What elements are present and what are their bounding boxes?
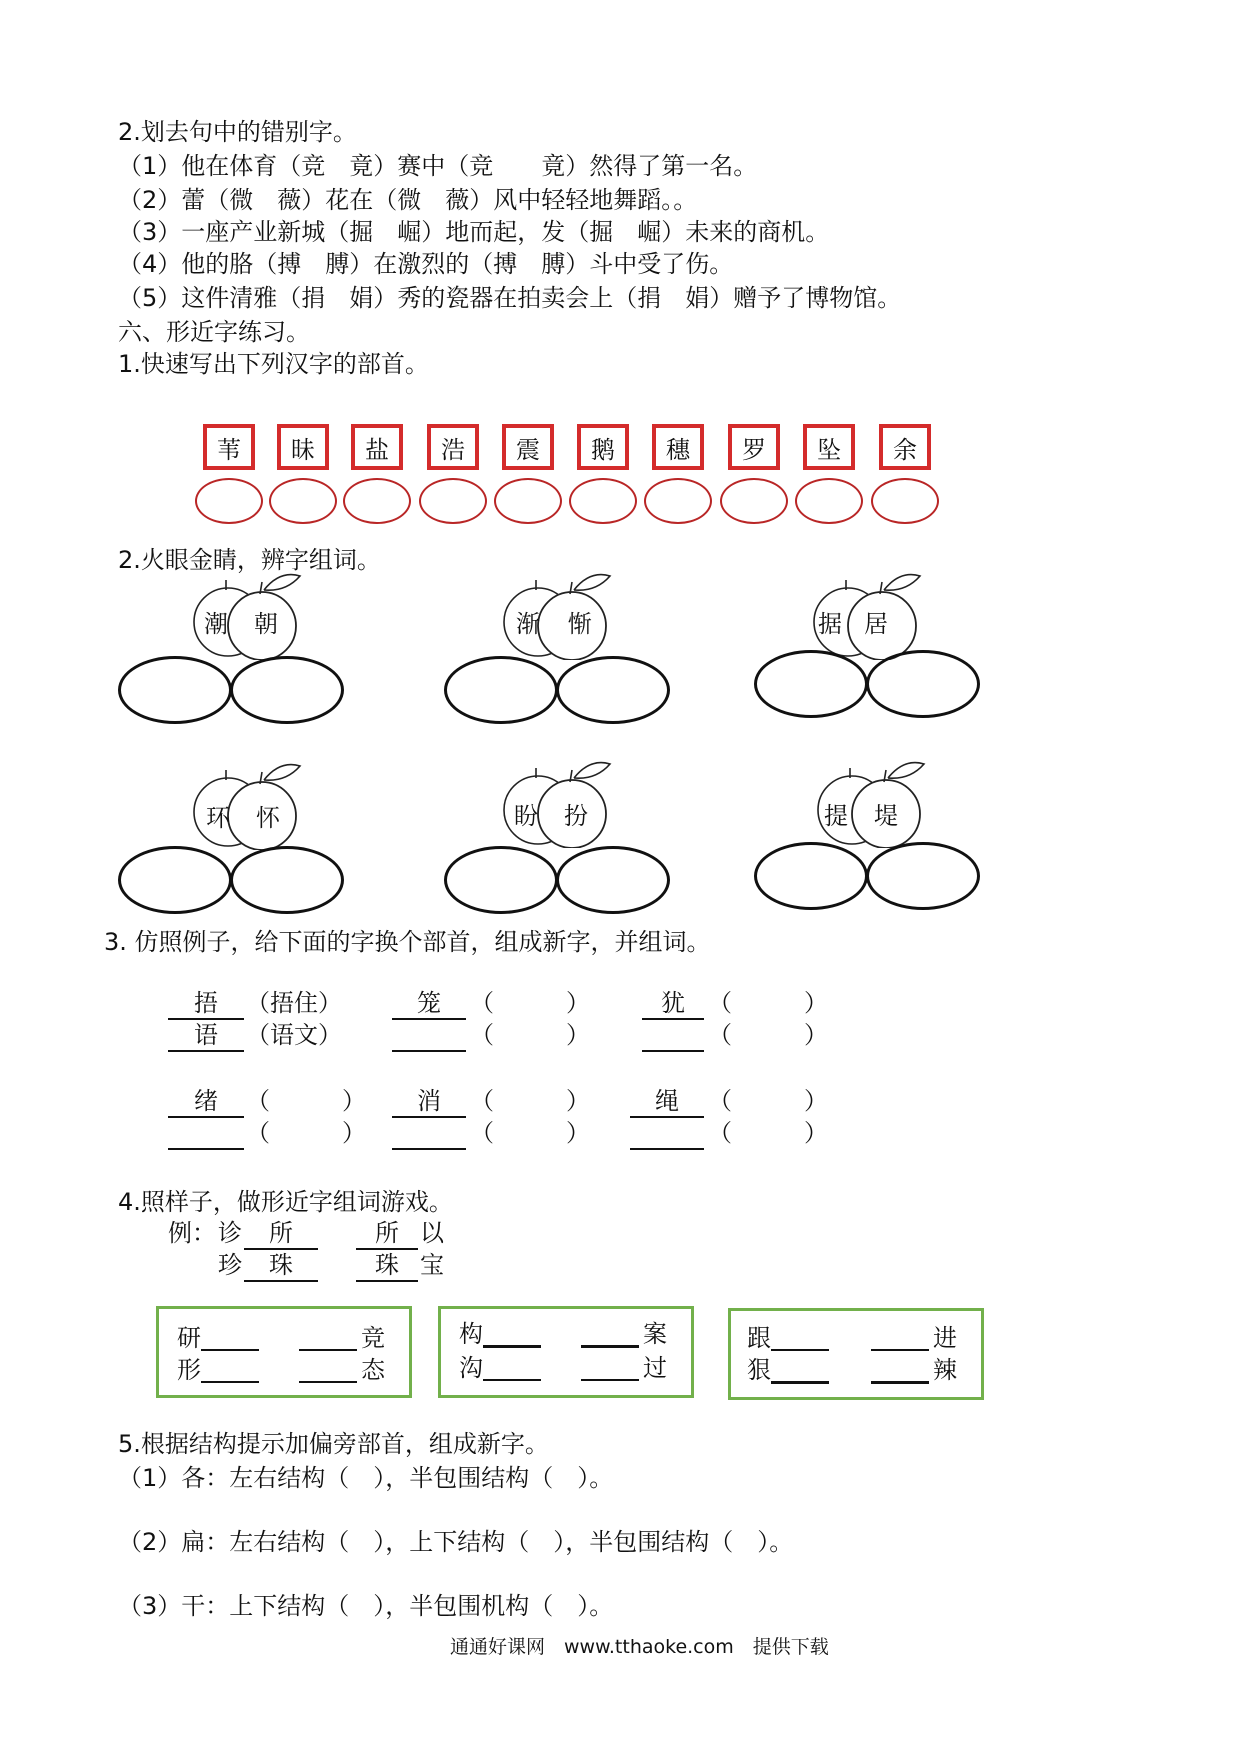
section-6-title: 六、形近字练习。: [118, 318, 310, 346]
question-5-title: 5.根据结构提示加偏旁部首，组成新字。: [118, 1430, 549, 1458]
box-char: 构: [459, 1320, 483, 1348]
box-char: 案: [643, 1320, 667, 1348]
pair-char-a: 环: [206, 804, 230, 832]
example-char: 以: [420, 1219, 444, 1247]
exercise-box: [438, 1306, 694, 1398]
answer-oval[interactable]: [444, 656, 558, 724]
answer-blank[interactable]: [771, 1355, 829, 1384]
char-box: 余: [879, 424, 931, 470]
structure-line-1: （1）各：左右结构（ ），半包围结构（ ）。: [118, 1464, 614, 1492]
answer-circle[interactable]: [644, 478, 712, 524]
char-box: 穗: [652, 424, 704, 470]
answer-blank[interactable]: [871, 1355, 929, 1384]
answer-circle[interactable]: [720, 478, 788, 524]
example-char: 珍: [218, 1251, 242, 1279]
answer-blank[interactable]: [581, 1319, 639, 1348]
box-char: 沟: [459, 1354, 483, 1382]
sentence-5: （5）这件清雅（捐 娟）秀的瓷器在拍卖会上（捐 娟）赠予了博物馆。: [118, 284, 902, 312]
pair-char-b: 怀: [256, 804, 280, 832]
question-2-title: 2.火眼金睛，辨字组词。: [118, 546, 381, 574]
char-box: 苇: [203, 424, 255, 470]
pair-char-a: 潮: [204, 610, 228, 638]
example-word: 珠: [244, 1250, 318, 1282]
sentence-3: （3）一座产业新城（掘 崛）地而起，发（掘 崛）未来的商机。: [118, 218, 830, 246]
char-box: 盐: [351, 424, 403, 470]
example-word: 所: [356, 1218, 418, 1250]
char-box: 震: [502, 424, 554, 470]
sentence-1: （1）他在体育（竞 竟）赛中（竞 竟）然得了第一名。: [118, 152, 758, 180]
answer-oval[interactable]: [556, 656, 670, 724]
char-box: 昧: [277, 424, 329, 470]
structure-line-2: （2）扁：左右结构（ ），上下结构（ ），半包围结构（ ）。: [118, 1528, 794, 1556]
answer-circle[interactable]: [269, 478, 337, 524]
pair-char-b: 朝: [254, 610, 278, 638]
pair-char-b: 惭: [568, 610, 592, 638]
answer-oval[interactable]: [754, 650, 868, 718]
answer-blank[interactable]: [201, 1323, 259, 1351]
box-char: 竞: [361, 1324, 385, 1352]
answer-oval[interactable]: [118, 846, 232, 914]
box-char: 态: [361, 1356, 385, 1384]
box-char: 研: [177, 1324, 201, 1352]
pair-char-a: 盼: [514, 802, 538, 830]
pair-char-b: 扮: [564, 802, 588, 830]
footer-text: 通通好课网 www.tthaoke.com 提供下载: [450, 1636, 829, 1658]
example-char: 宝: [420, 1251, 444, 1279]
new-char-blank[interactable]: [168, 1118, 244, 1150]
char-box: 罗: [728, 424, 780, 470]
paren-blank[interactable]: （ ）: [246, 1087, 366, 1115]
char-box: 鹅: [577, 424, 629, 470]
answer-oval[interactable]: [230, 846, 344, 914]
structure-line-3: （3）干：上下结构（ ），半包围机构（ ）。: [118, 1592, 614, 1620]
answer-blank[interactable]: [299, 1323, 357, 1351]
example-label: 例：: [168, 1219, 216, 1247]
given-char: 犹: [642, 988, 704, 1020]
answer-blank[interactable]: [871, 1323, 929, 1351]
paren-blank[interactable]: （ ）: [470, 1087, 590, 1115]
paren-blank[interactable]: （ ）: [246, 1119, 366, 1147]
example-char: 捂: [168, 988, 244, 1020]
answer-oval[interactable]: [866, 842, 980, 910]
paren-blank[interactable]: （ ）: [708, 1087, 828, 1115]
example-word: 珠: [356, 1250, 418, 1282]
answer-circle[interactable]: [871, 478, 939, 524]
exercise-box: [728, 1308, 984, 1400]
new-char-blank[interactable]: [392, 1020, 466, 1052]
pair-char-b: 堤: [874, 802, 898, 830]
answer-oval[interactable]: [444, 846, 558, 914]
given-char: 绳: [630, 1086, 704, 1118]
paren-blank[interactable]: （ ）: [708, 1119, 828, 1147]
answer-circle[interactable]: [795, 478, 863, 524]
example-word: （捂住）: [246, 989, 342, 1017]
answer-circle[interactable]: [494, 478, 562, 524]
char-box: 浩: [427, 424, 479, 470]
given-char: 绪: [168, 1086, 244, 1118]
answer-oval[interactable]: [754, 842, 868, 910]
answer-circle[interactable]: [419, 478, 487, 524]
paren-blank[interactable]: （ ）: [470, 1119, 590, 1147]
answer-blank[interactable]: [771, 1323, 829, 1351]
pair-char-a: 提: [824, 802, 848, 830]
answer-circle[interactable]: [569, 478, 637, 524]
answer-oval[interactable]: [230, 656, 344, 724]
sentence-4: （4）他的胳（搏 膊）在激烈的（搏 膊）斗中受了伤。: [118, 250, 734, 278]
box-char: 形: [177, 1356, 201, 1384]
answer-blank[interactable]: [299, 1355, 357, 1383]
char-box: 坠: [803, 424, 855, 470]
example-char: 诊: [218, 1219, 242, 1247]
answer-blank[interactable]: [581, 1353, 639, 1381]
question-1-title: 1.快速写出下列汉字的部首。: [118, 350, 429, 378]
pair-char-a: 据: [818, 610, 842, 638]
example-word: （语文）: [246, 1021, 342, 1049]
box-char: 进: [933, 1324, 957, 1352]
box-char: 狠: [747, 1356, 771, 1384]
answer-circle[interactable]: [195, 478, 263, 524]
example-char: 语: [168, 1020, 244, 1052]
new-char-blank[interactable]: [630, 1118, 704, 1150]
box-char: 过: [643, 1354, 667, 1382]
pair-char-b: 居: [864, 610, 888, 638]
given-char: 消: [392, 1086, 466, 1118]
paren-blank[interactable]: （ ）: [470, 1021, 590, 1049]
paren-blank[interactable]: （ ）: [470, 989, 590, 1017]
answer-oval[interactable]: [118, 656, 232, 724]
question-4-title: 4.照样子，做形近字组词游戏。: [118, 1188, 453, 1216]
paren-blank[interactable]: （ ）: [708, 1021, 828, 1049]
new-char-blank[interactable]: [642, 1020, 704, 1052]
sentence-2: （2）蕾（微 薇）花在（微 薇）风中轻轻地舞蹈。。: [118, 186, 698, 214]
exercise-box: [156, 1306, 412, 1398]
answer-blank[interactable]: [201, 1355, 259, 1383]
paren-blank[interactable]: （ ）: [708, 989, 828, 1017]
answer-circle[interactable]: [343, 478, 411, 524]
given-char: 笼: [392, 988, 466, 1020]
example-word: 所: [244, 1218, 318, 1250]
answer-oval[interactable]: [866, 650, 980, 718]
answer-blank[interactable]: [483, 1319, 541, 1348]
question-3-title: 3. 仿照例子，给下面的字换个部首，组成新字，并组词。: [104, 928, 711, 956]
pair-char-a: 渐: [516, 610, 540, 638]
section-title: 2.划去句中的错别字。: [118, 118, 357, 146]
new-char-blank[interactable]: [392, 1118, 466, 1150]
answer-blank[interactable]: [483, 1353, 541, 1381]
answer-oval[interactable]: [556, 846, 670, 914]
box-char: 跟: [747, 1324, 771, 1352]
box-char: 辣: [933, 1356, 957, 1384]
